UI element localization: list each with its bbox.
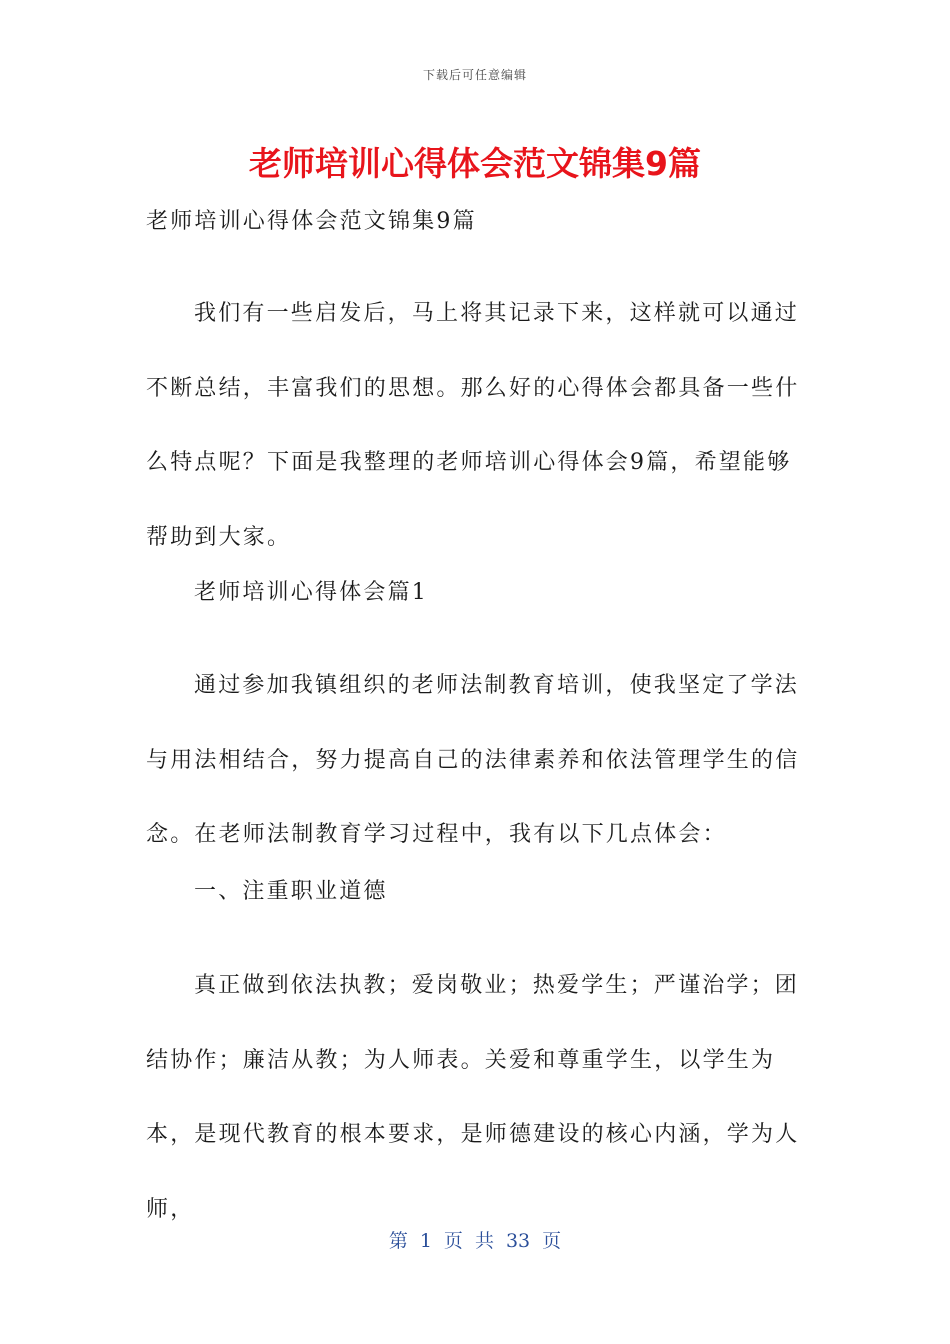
section-heading: 老师培训心得体会篇1 xyxy=(194,580,428,605)
header-note: 下载后可任意编辑 xyxy=(422,68,527,82)
point-1-heading: 一、注重职业道德 xyxy=(194,879,388,904)
footer-middle: 页 共 xyxy=(443,1230,494,1252)
footer-prefix: 第 xyxy=(388,1230,408,1252)
page-footer xyxy=(0,1226,950,1253)
footer-page-number: 1 xyxy=(419,1230,432,1252)
footer-total-pages: 33 xyxy=(505,1230,531,1252)
subtitle-line: 老师培训心得体会范文锦集9篇 xyxy=(146,209,477,234)
document-title: 老师培训心得体会范文锦集9篇 xyxy=(249,144,701,183)
footer-suffix: 页 xyxy=(542,1230,562,1252)
paragraph-2: 真正做到依法执教；爱岗敬业；热爱学生；严谨治学；团结协作；廉洁从教；为人师表。关爱和尊重学生，以学生为本，是现代教育的根本要求，是师德建设的核心内涵，学为人师， xyxy=(146,973,800,1222)
intro-paragraph: 我们有一些启发后，马上将其记录下来，这样就可以通过不断总结，丰富我们的思想。那么好的心得体会都具备一些什么特点呢？下面是我整理的老师培训心得体会9篇，希望能够帮助到大家。 xyxy=(146,301,800,550)
paragraph-1: 通过参加我镇组织的老师法制教育培训，使我坚定了学法与用法相结合，努力提高自己的法律素养和依法管理学生的信念。在老师法制教育学习过程中，我有以下几点体会： xyxy=(146,673,800,847)
